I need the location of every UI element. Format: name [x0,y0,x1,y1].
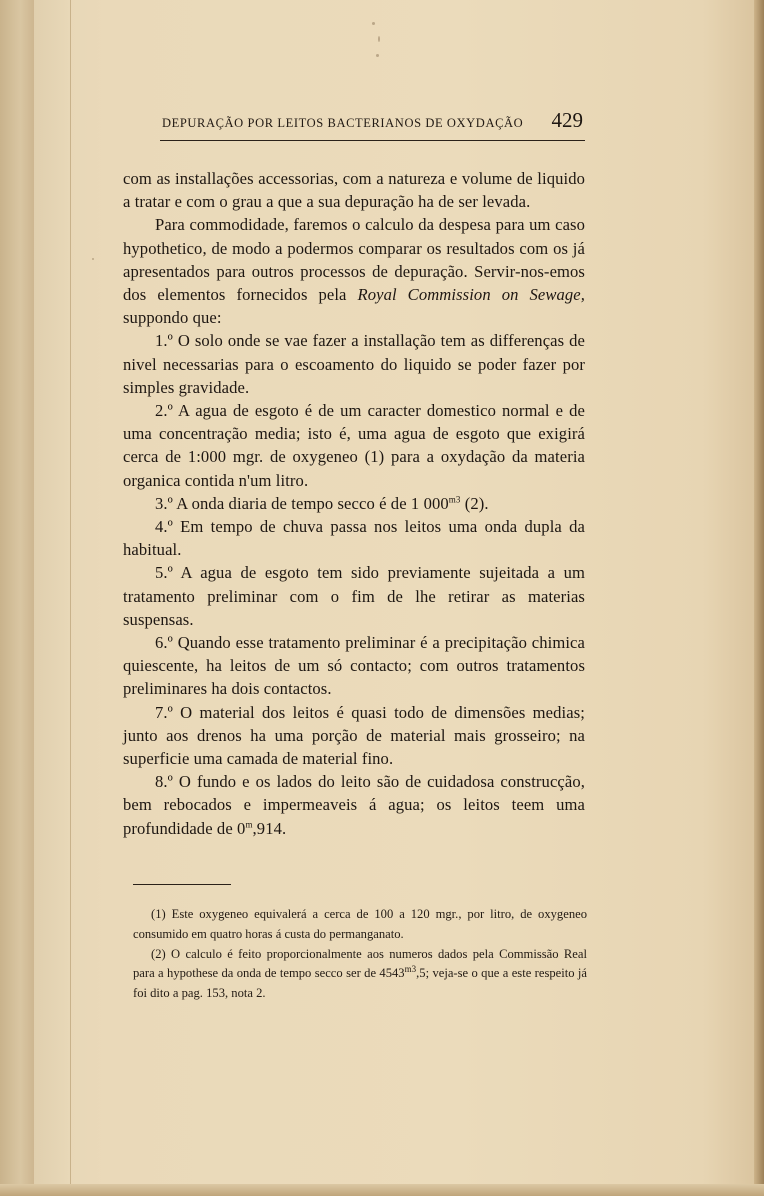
list-item: 4.º Em tempo de chuva passa nos leitos uma onda dupla da habitual. [123,517,585,560]
paper-speck [372,22,375,25]
paper-speck [378,36,380,42]
footnote-text: ,5; veja-se o que a este respeito já foi dito a pag. 153, nota 2. [133,966,588,1001]
superscript: m3 [404,964,417,975]
paragraph [123,213,585,329]
paragraph-text: suppondo que: [123,308,222,328]
list-item: 7.º O material dos leitos é quasi todo de dimensões medias; junto aos drenos ha uma porção de material mais grosseiro; na superficie uma camada de material fino. [123,702,585,769]
running-head: DEPURAÇÃO POR LEITOS BACTERIANOS DE OXYDAÇÃO [162,116,524,130]
paper-speck [92,258,94,260]
list-item: 1.º O solo onde se vae fazer a installação tem as differenças de nivel necessarias para o escoamento do liquido se poder fazer por simples gravidade. [123,331,585,397]
page-right-edge [754,0,764,1196]
footnote-text: (2) O calculo é feito proporcionalmente aos numeros dados pela Commissão Real para a hypothese da onda de tempo secco ser de 4543 [133,946,587,981]
footnote-divider [133,884,231,885]
footnote [133,945,587,1004]
list-item-text: 3.º A onda diaria de tempo secco é de 1 000 [155,493,449,513]
footnotes [133,905,587,1004]
main-text [123,167,585,840]
list-item-text: 8.º O fundo e os lados do leito são de cuidadosa construcção, bem rebocados e impermeaveis á agua; os leitos teem uma profundidade de 0 [123,772,585,838]
page-number: 429 [551,108,583,132]
paper-speck [376,54,379,57]
list-item: 2.º A agua de esgoto é de um caracter domestico normal e de uma concentração media; isto é, uma agua de esgoto que exigirá cerca de 1:000 mgr. de oxygeneo (1) para a oxydação da materia organica contida n'um litro. [123,401,585,490]
page-inner-margin [34,0,71,1196]
list-item [123,492,585,515]
list-item: 5.º A agua de esgoto tem sido previamente sujeitada a um tratamento preliminar com o fim de lhe retirar as materias suspensas. [123,563,585,629]
page-header [160,108,585,141]
page-bottom-edge [0,1184,764,1196]
list-item-text: (2). [460,493,489,513]
italic-title: Royal Commission on Sewage, [357,285,585,305]
page-binding-edge [0,0,35,1196]
list-item-text: ,914. [252,818,287,838]
list-item [123,770,585,840]
paragraph: com as installações accessorias, com a natureza e volume de liquido a tratar e com o grau a que a sua depuração ha de ser levada. [123,169,585,212]
superscript: m3 [448,494,461,505]
footnote: (1) Este oxygeneo equivalerá a cerca de 100 a 120 mgr., por litro, de oxygeneo consumido em quatro horas á custa do permanganato. [133,907,587,941]
list-item: 6.º Quando esse tratamento preliminar é a precipitação chimica quiescente, ha leitos de um só contacto; com outros tratamentos preliminares ha dois contactos. [123,633,585,699]
superscript: m [245,819,253,830]
paragraph-text: Para commodidade, faremos o calculo da despesa para um caso hypothetico, de modo a podermos comparar os resultados com os já apresentados para outros processos de depuração. Servir-nos-emos dos elementos fornecidos pela [123,215,585,305]
